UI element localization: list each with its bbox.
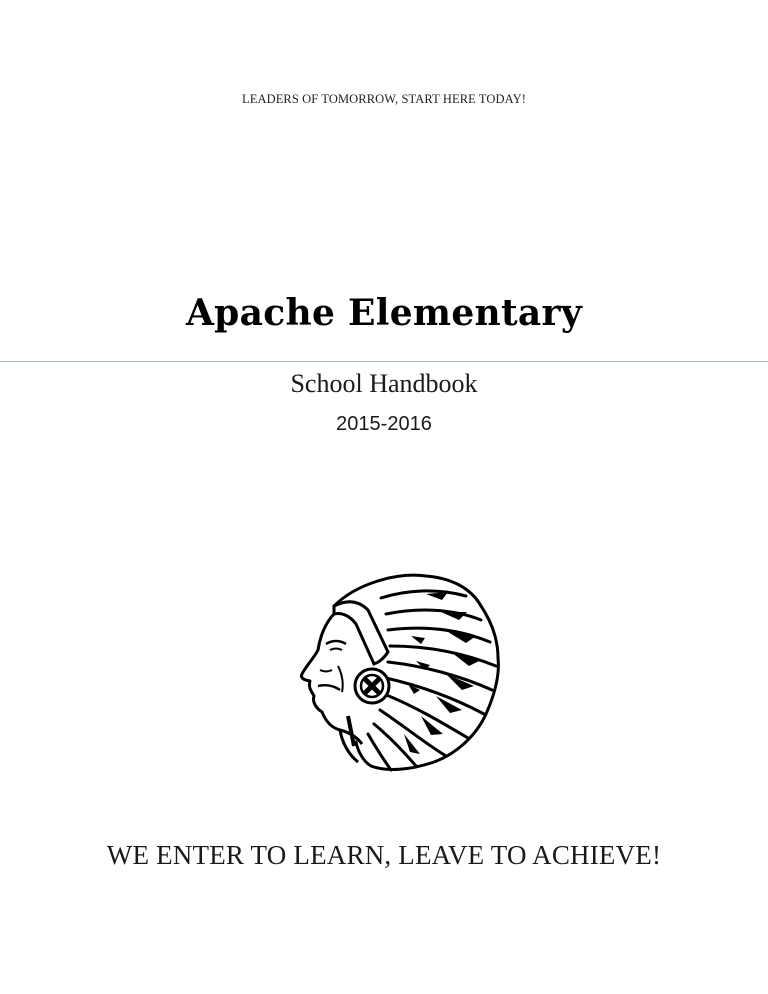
page-title: Apache Elementary — [185, 292, 583, 334]
document-subtitle: School Handbook — [290, 369, 478, 398]
header-tagline: LEADERS OF TOMORROW, START HERE TODAY! — [241, 92, 527, 106]
school-year: 2015-2016 — [336, 413, 432, 435]
chief-headdress-logo-icon — [276, 566, 506, 776]
title-divider — [0, 361, 768, 362]
school-motto: WE ENTER TO LEARN, LEAVE TO ACHIEVE! — [106, 840, 662, 870]
